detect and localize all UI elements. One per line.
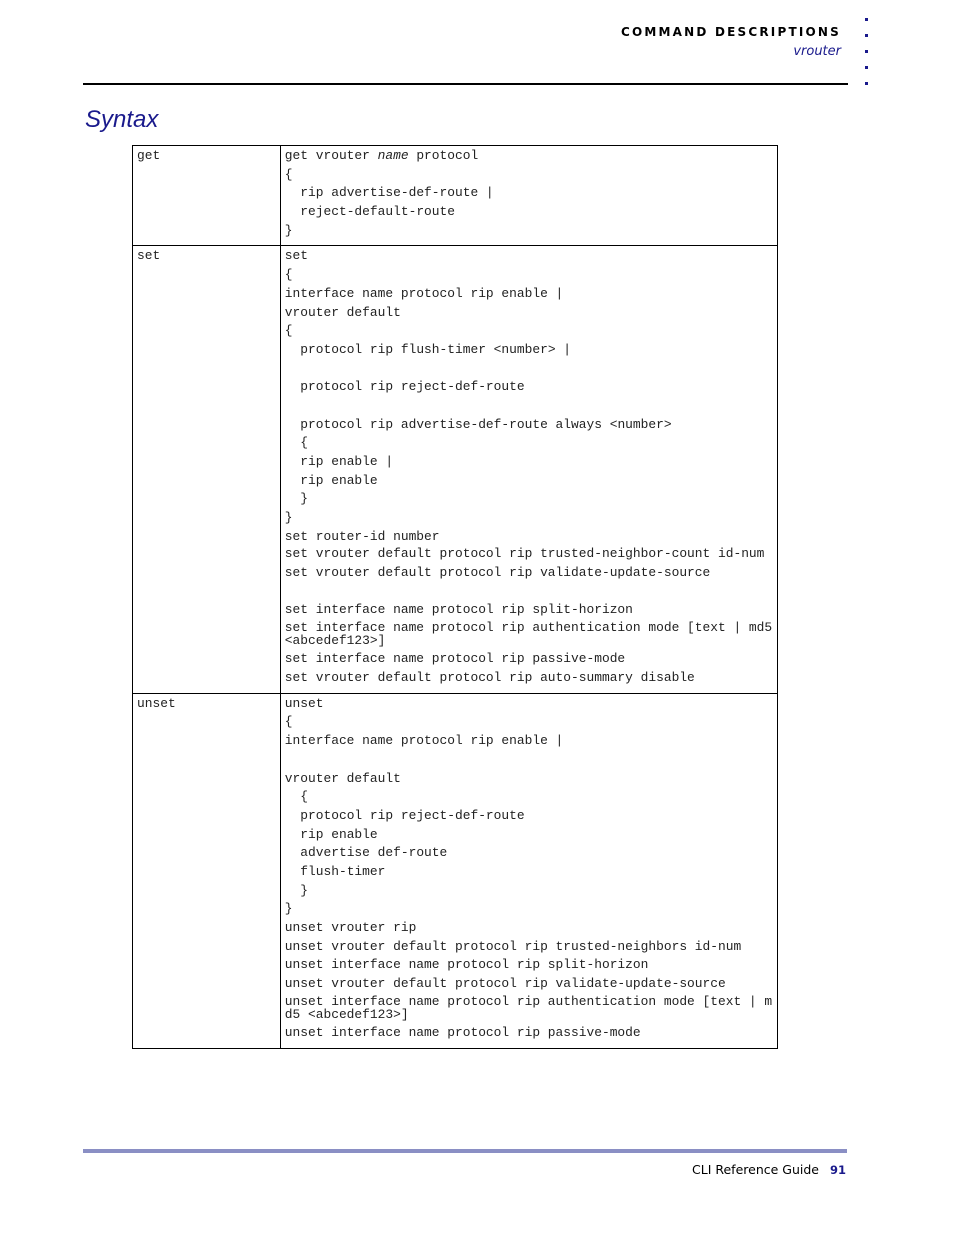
header-title: COMMAND DESCRIPTIONS	[620, 25, 841, 39]
syntax-line: set vrouter default protocol rip validate-update-source	[284, 564, 711, 580]
syntax-line: set interface name protocol rip authentication mode [text | md5 <abcedef123>]	[284, 619, 780, 649]
syntax-line: protocol rip flush-timer <number> |	[284, 341, 572, 357]
command-name-cell: set	[133, 246, 281, 693]
syntax-line: protocol rip reject-def-route	[284, 807, 525, 823]
syntax-line: {	[284, 435, 309, 451]
dot	[865, 50, 868, 53]
syntax-line: interface name protocol rip enable |	[284, 285, 564, 301]
syntax-fragment: protocol	[408, 148, 479, 163]
syntax-line: }	[284, 222, 293, 238]
command-name-cell: get	[133, 146, 281, 246]
syntax-line: unset vrouter default protocol rip validate-update-source	[284, 976, 726, 992]
syntax-line: unset vrouter default protocol rip trusted-neighbors id-num	[284, 938, 742, 954]
syntax-line: rip advertise-def-route |	[284, 185, 494, 201]
syntax-line: rip enable	[284, 472, 378, 488]
header-rule	[83, 83, 848, 85]
syntax-line: protocol rip advertise-def-route always <number>	[284, 416, 672, 432]
syntax-line: set router-id number	[284, 528, 440, 544]
syntax-line: vrouter default	[284, 304, 401, 320]
syntax-line: interface name protocol rip enable |	[284, 733, 564, 749]
section-title: Syntax	[85, 106, 159, 133]
syntax-line: set interface name protocol rip passive-mode	[284, 651, 626, 667]
syntax-line: {	[284, 714, 293, 730]
syntax-table-body	[133, 146, 778, 1049]
syntax-line: advertise def-route	[284, 845, 448, 861]
syntax-line: {	[284, 166, 293, 182]
syntax-line: set vrouter default protocol rip trusted-neighbor-count id-num	[284, 546, 765, 562]
footer-guide-name: CLI Reference Guide	[692, 1162, 819, 1177]
syntax-line	[285, 361, 773, 376]
command-syntax-cell	[280, 146, 777, 246]
syntax-line: unset	[284, 695, 324, 711]
syntax-line: {	[284, 789, 309, 805]
syntax-line: set vrouter default protocol rip auto-summary disable	[284, 670, 695, 686]
syntax-placeholder: name	[377, 148, 409, 163]
syntax-line: unset vrouter rip	[284, 920, 417, 935]
syntax-line: }	[284, 882, 309, 898]
dot	[865, 82, 868, 85]
syntax-line: unset interface name protocol rip split-horizon	[284, 957, 649, 973]
dot	[865, 34, 868, 37]
syntax-line: {	[284, 267, 293, 283]
syntax-line	[285, 148, 773, 163]
syntax-line: rip enable	[284, 826, 378, 842]
syntax-line	[285, 398, 773, 413]
dot	[865, 18, 868, 21]
header-dots	[865, 18, 869, 98]
command-name-cell: unset	[133, 693, 281, 1048]
syntax-line: set	[284, 248, 309, 264]
syntax-line: unset interface name protocol rip passive-mode	[284, 1025, 641, 1041]
syntax-row-set	[133, 246, 778, 693]
syntax-line: vrouter default	[284, 770, 401, 786]
syntax-line: {	[284, 323, 293, 339]
footer-page-number: 91	[829, 1163, 846, 1177]
command-syntax-cell	[280, 693, 777, 1048]
command-syntax-cell	[280, 246, 780, 693]
syntax-line: }	[284, 901, 293, 917]
header-subtitle: vrouter	[793, 44, 841, 59]
syntax-table	[132, 145, 778, 1049]
syntax-line: }	[284, 510, 293, 526]
syntax-line: set interface name protocol rip split-horizon	[284, 602, 633, 617]
syntax-line	[285, 752, 773, 767]
syntax-fragment: get vrouter	[284, 148, 378, 163]
syntax-line	[285, 583, 773, 598]
syntax-line: unset interface name protocol rip authentication mode [text | md5 <abcedef123>]	[284, 993, 773, 1023]
syntax-line: flush-timer	[284, 863, 386, 879]
syntax-line: protocol rip reject-def-route	[284, 379, 525, 395]
syntax-line: }	[284, 491, 309, 507]
syntax-row-unset	[133, 693, 778, 1048]
dot	[865, 66, 868, 69]
syntax-row-get	[133, 146, 778, 246]
footer-rule	[83, 1149, 847, 1153]
syntax-line: reject-default-route	[284, 204, 455, 220]
syntax-line: rip enable |	[284, 454, 394, 469]
